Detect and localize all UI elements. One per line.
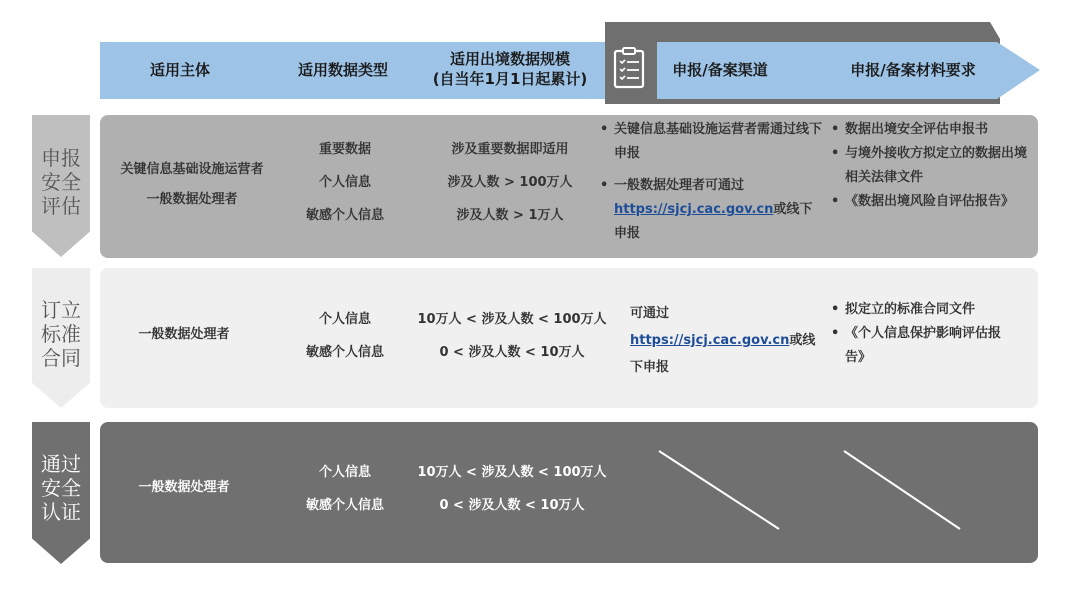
material-item: • 拟定立的标准合同文件 <box>831 298 1011 322</box>
row2-channel: 可通过 https://sjcj.cac.gov.cn或线下申报 <box>630 306 816 375</box>
header-scale-line2: (自当年1月1日起累计) <box>432 70 588 88</box>
header-data-type: 适用数据类型 <box>297 61 388 79</box>
header-subject: 适用主体 <box>149 61 210 79</box>
row3-data-types: 个人信息 敏感个人信息 <box>305 465 384 513</box>
sjcj-link[interactable]: https://sjcj.cac.gov.cn <box>630 333 790 348</box>
row2-label: 订立 标准 合同 <box>41 298 81 370</box>
material-item: • 与境外接收方拟定立的数据出境相关法律文件 <box>831 142 1035 190</box>
header-scale <box>420 49 600 89</box>
sjcj-link[interactable]: https://sjcj.cac.gov.cn <box>614 202 774 217</box>
row3-label: 通过 安全 认证 <box>41 452 81 524</box>
header-materials: 申报/备案材料要求 <box>850 61 976 79</box>
row2-data-types: 个人信息 敏感个人信息 <box>305 312 384 360</box>
material-item: • 《个人信息保护影响评估报告》 <box>831 322 1011 370</box>
not-applicable-slash <box>655 445 785 535</box>
channel-item: • 关键信息基础设施运营者需通过线下申报 <box>600 118 824 166</box>
row1-subjects: 关键信息基础设施运营者 一般数据处理者 <box>120 162 264 207</box>
header-channel: 申报/备案渠道 <box>672 61 768 79</box>
row3-subjects: 一般数据处理者 <box>138 480 230 495</box>
row1-channel <box>600 118 824 246</box>
row1-label: 申报 安全 评估 <box>41 146 81 218</box>
row2-scales: 10万人 < 涉及人数 < 100万人 0 < 涉及人数 < 10万人 <box>417 312 607 360</box>
material-item: • 《数据出境风险自评估报告》 <box>831 190 1035 214</box>
row1-scales: 涉及重要数据即适用 涉及人数 > 100万人 涉及人数 > 1万人 <box>447 142 573 223</box>
row2-subjects: 一般数据处理者 <box>138 327 230 342</box>
row1-data-types: 重要数据 个人信息 敏感个人信息 <box>305 142 384 223</box>
row1-materials <box>831 118 1035 214</box>
row3-scales: 10万人 < 涉及人数 < 100万人 0 < 涉及人数 < 10万人 <box>417 465 607 513</box>
not-applicable-slash <box>840 445 970 535</box>
row2-materials <box>831 298 1011 370</box>
channel-item: • 一般数据处理者可通过 https://sjcj.cac.gov.cn或线下申报 <box>600 174 824 246</box>
clipboard-checklist-icon <box>612 46 646 90</box>
header-scale-line1: 适用出境数据规模 <box>449 50 570 68</box>
material-item: • 数据出境安全评估申报书 <box>831 118 1035 142</box>
